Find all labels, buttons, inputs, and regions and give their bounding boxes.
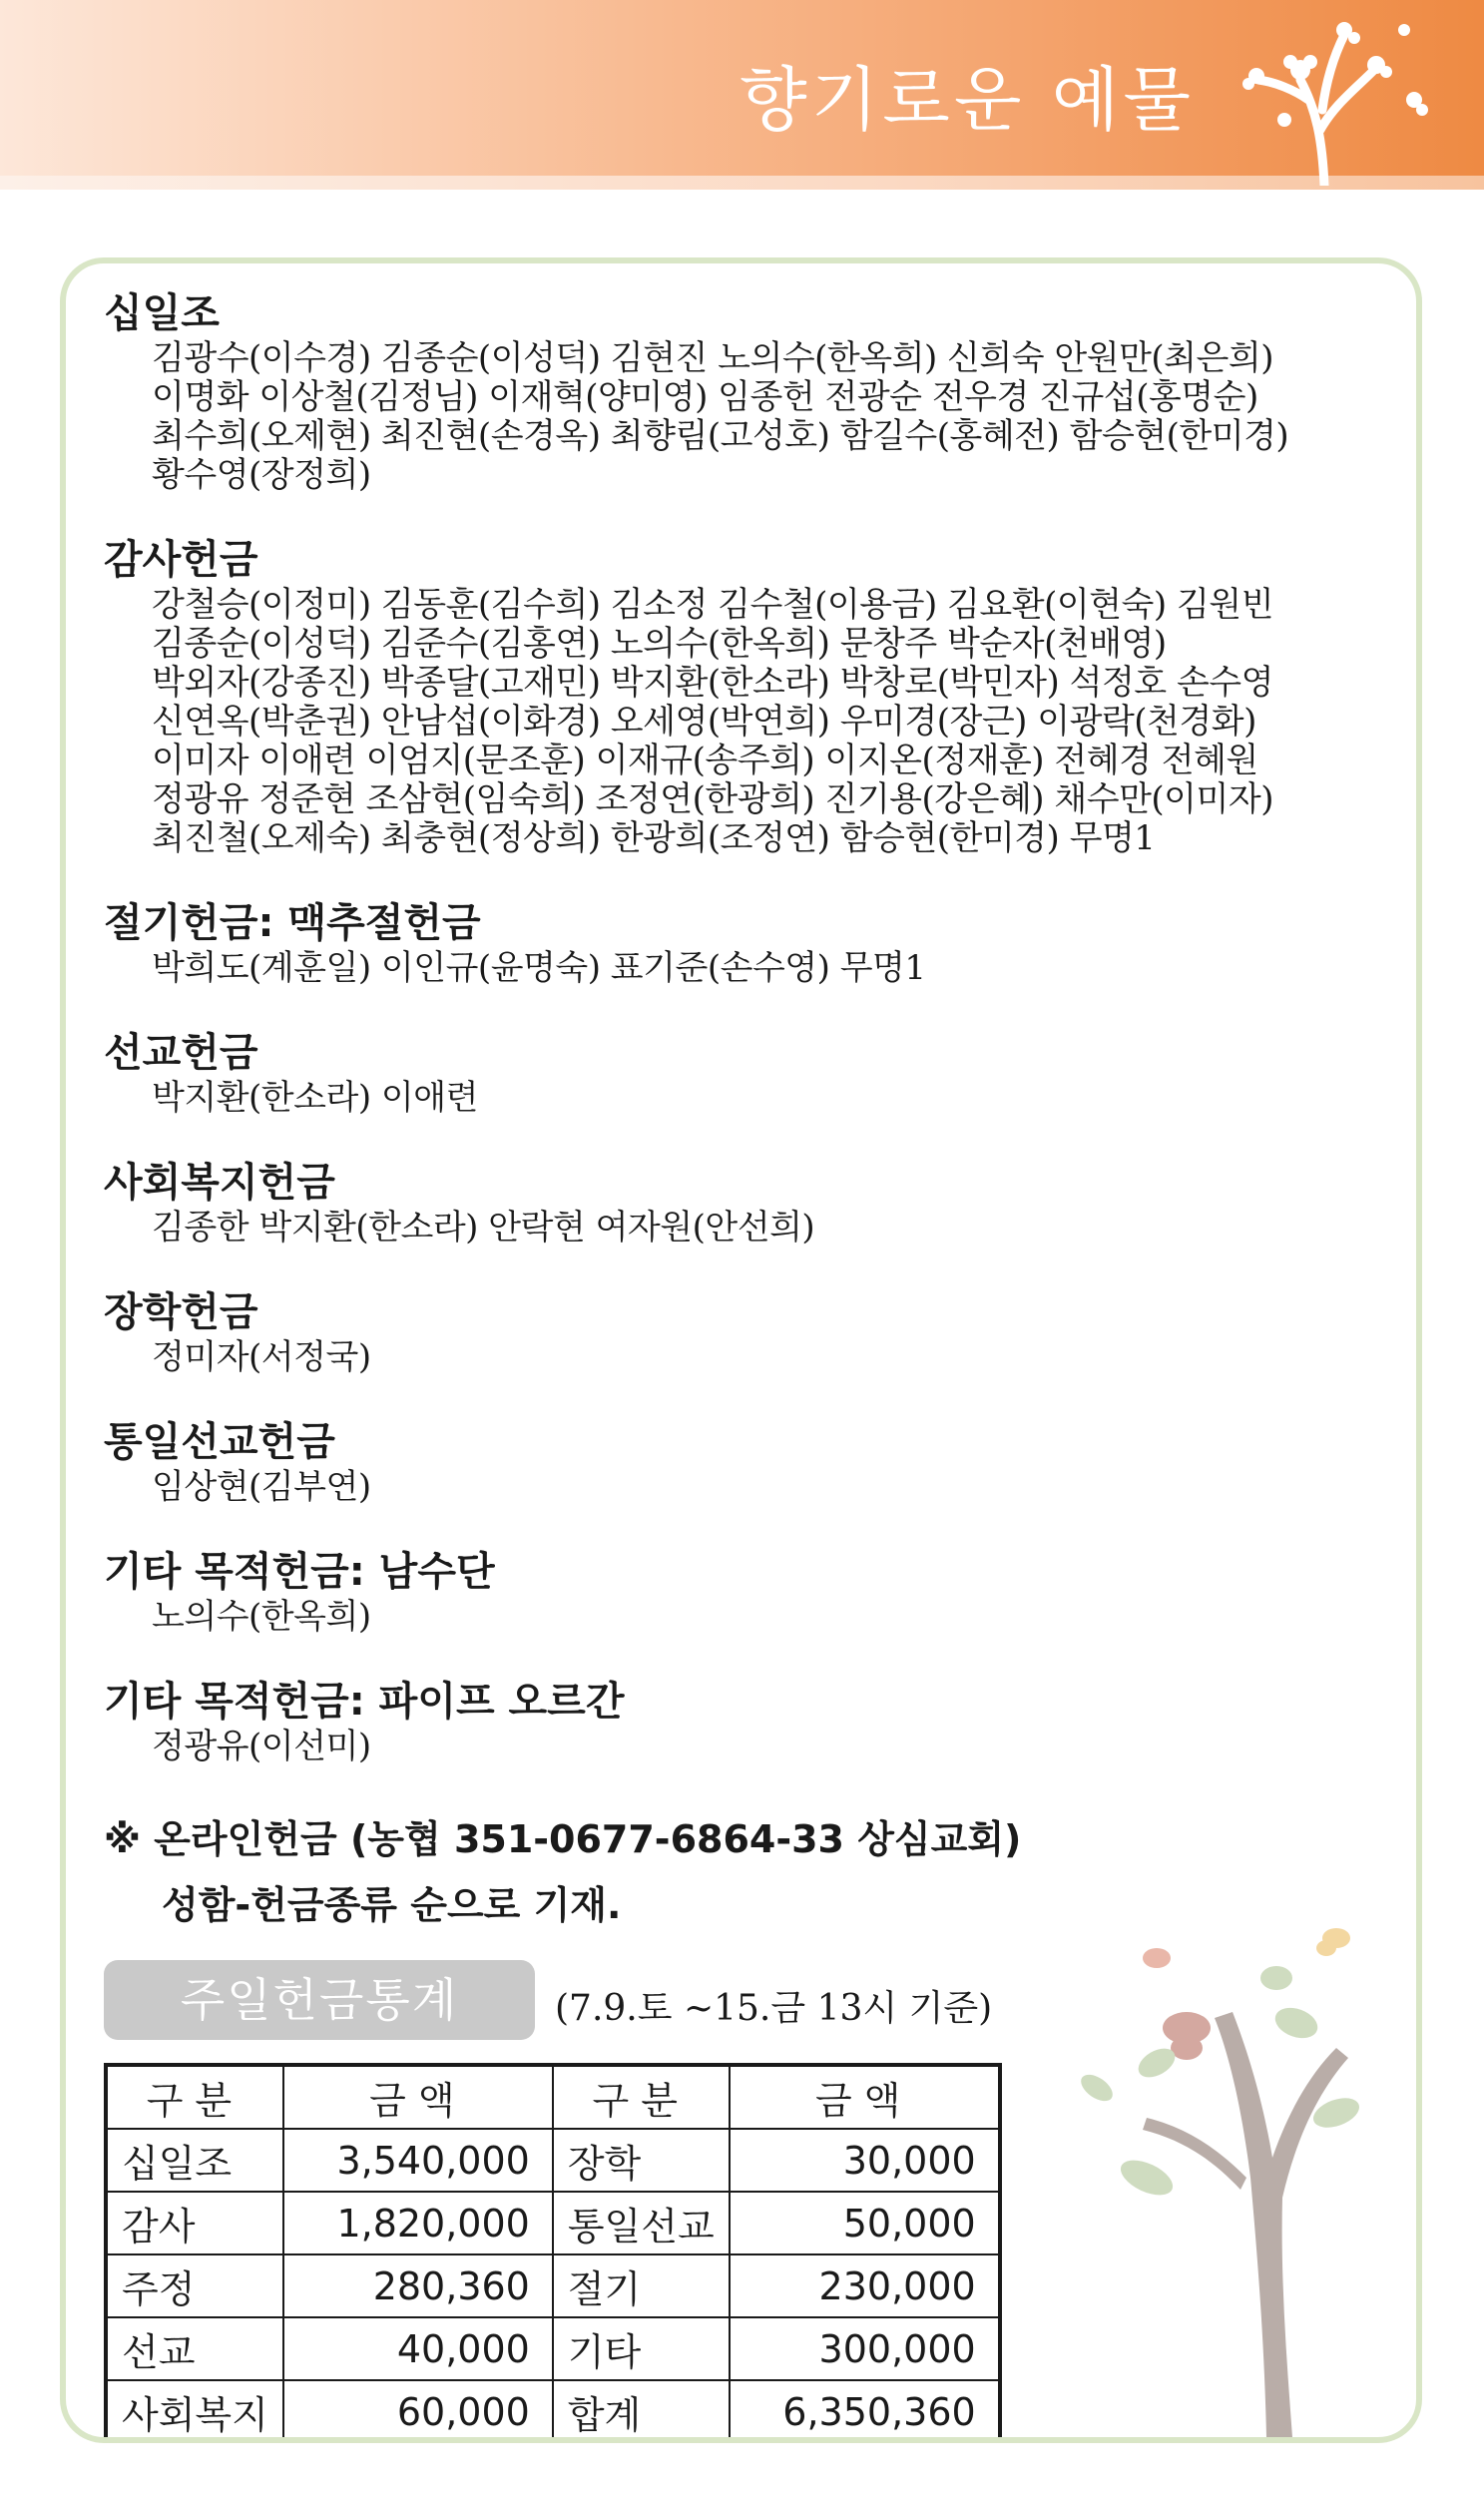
amount-cell: 300,000 [730, 2317, 1000, 2380]
name-line: 정광유 정준현 조삼현(임숙희) 조정연(한광희) 진기용(강은혜) 채수만(이미자) [152, 779, 1273, 819]
category-cell: 통일선교 [553, 2192, 730, 2254]
offering-content [104, 287, 1401, 2437]
section-unification-mission [104, 1416, 1401, 1507]
amount-cell: 50,000 [730, 2192, 1000, 2254]
category-cell: 선교 [106, 2317, 283, 2380]
table-row [106, 2380, 1000, 2443]
table-row [106, 2254, 1000, 2317]
category-cell: 주정 [106, 2254, 283, 2317]
amount-cell: 60,000 [283, 2380, 553, 2443]
stats-header [104, 1960, 1401, 2437]
name-line: 김종순(이성덕) 김준수(김홍연) 노의수(한옥희) 문창주 박순자(천배영) [152, 624, 1167, 664]
stats-badge: 주일헌금통계 [104, 1960, 535, 2040]
amount-cell: 6,350,360 [730, 2380, 1000, 2443]
section-welfare [104, 1157, 1401, 1248]
category-cell: 합계 [553, 2380, 730, 2443]
table-row [106, 2129, 1000, 2192]
name-line: 최수희(오제현) 최진현(손경옥) 최향림(고성호) 함길수(홍혜전) 함승현(한미경) [152, 416, 1289, 456]
name-line: 최진철(오제숙) 최충현(정상희) 한광희(조정연) 함승현(한미경) 무명1 [152, 818, 1156, 858]
section-title: 기타 목적헌금: 남수단 [104, 1549, 495, 1595]
amount-cell: 280,360 [283, 2254, 553, 2317]
section-title: 절기헌금: 맥추절헌금 [104, 900, 481, 946]
amount-cell: 3,540,000 [283, 2129, 553, 2192]
name-line: 박외자(강종진) 박종달(고재민) 박지환(한소라) 박창로(박민자) 석정호 손수영 [152, 663, 1273, 703]
category-cell: 사회복지 [106, 2380, 283, 2443]
name-line: 신연옥(박춘권) 안남섭(이화경) 오세영(박연희) 우미경(장근) 이광락(천경화) [152, 702, 1256, 742]
section-title: 선교헌금 [104, 1030, 258, 1076]
online-offering-notice [104, 1806, 1401, 1938]
column-header: 구분 [553, 2065, 730, 2129]
section-scholarship [104, 1286, 1401, 1377]
section-tithe [104, 287, 1401, 495]
amount-cell: 40,000 [283, 2317, 553, 2380]
name-line: 황수영(장정희) [152, 455, 371, 495]
name-line: 박희도(계훈일) 이인규(윤명숙) 표기준(손수영) 무명1 [152, 948, 926, 988]
name-line: 김광수(이수경) 김종순(이성덕) 김현진 노의수(한옥희) 신희숙 안원만(최은희) [152, 338, 1273, 378]
column-header: 금액 [730, 2065, 1000, 2129]
name-line: 정광유(이선미) [152, 1727, 371, 1766]
name-list [152, 949, 1401, 988]
name-list [152, 1598, 1401, 1637]
section-title: 통일선교헌금 [104, 1419, 335, 1465]
section-thanksgiving [104, 534, 1401, 858]
category-cell: 감사 [106, 2192, 283, 2254]
category-cell: 절기 [553, 2254, 730, 2317]
name-line: 이미자 이애련 이엄지(문조훈) 이재규(송주희) 이지온(정재훈) 전혜경 전혜원 [152, 741, 1258, 780]
page-title: 향기로운 예물 [740, 59, 1195, 141]
section-title: 장학헌금 [104, 1289, 258, 1335]
amount-cell: 1,820,000 [283, 2192, 553, 2254]
amount-cell: 30,000 [730, 2129, 1000, 2192]
name-list [152, 1468, 1401, 1507]
name-line: 노의수(한옥희) [152, 1597, 371, 1637]
name-line: 정미자(서정국) [152, 1337, 371, 1377]
name-list [152, 339, 1401, 495]
category-cell: 기타 [553, 2317, 730, 2380]
notice-line: ※ 온라인헌금 (농협 351-0677-6864-33 상심교회) [104, 1817, 1022, 1861]
name-list [152, 1079, 1401, 1118]
section-title: 사회복지헌금 [104, 1160, 335, 1206]
section-mission [104, 1027, 1401, 1118]
name-line: 박지환(한소라) 이애련 [152, 1078, 478, 1118]
section-seasonal [104, 897, 1401, 988]
name-line: 이명화 이상철(김정님) 이재혁(양미영) 임종헌 전광순 전우경 진규섭(홍명순) [152, 377, 1258, 417]
name-line: 강철승(이정미) 김동훈(김수희) 김소정 김수철(이용금) 김요환(이현숙) 김원빈 [152, 585, 1273, 625]
table-row [106, 2192, 1000, 2254]
section-title: 십일조 [104, 290, 220, 336]
notice-line: 성함-헌금종류 순으로 기재. [162, 1883, 622, 1927]
amount-cell: 230,000 [730, 2254, 1000, 2317]
stats-period-note: (7.9.토 ~15.금 13시 기준) [555, 1988, 993, 2029]
section-title: 감사헌금 [104, 537, 258, 583]
section-south-sudan [104, 1546, 1401, 1637]
name-list [152, 1209, 1401, 1248]
name-line: 임상현(김부연) [152, 1467, 371, 1507]
table-header-row [106, 2065, 1000, 2129]
offering-panel [60, 257, 1422, 2443]
name-list [152, 586, 1401, 858]
category-cell: 십일조 [106, 2129, 283, 2192]
offering-stats-table [104, 2063, 1002, 2443]
tree-decoration-icon [1205, 10, 1444, 186]
section-title: 기타 목적헌금: 파이프 오르간 [104, 1679, 625, 1725]
section-pipe-organ [104, 1676, 1401, 1766]
table-row [106, 2317, 1000, 2380]
name-line: 김종한 박지환(한소라) 안락현 여자원(안선희) [152, 1208, 815, 1248]
category-cell: 장학 [553, 2129, 730, 2192]
column-header: 금액 [283, 2065, 553, 2129]
name-list [152, 1338, 1401, 1377]
column-header: 구분 [106, 2065, 283, 2129]
name-list [152, 1728, 1401, 1766]
